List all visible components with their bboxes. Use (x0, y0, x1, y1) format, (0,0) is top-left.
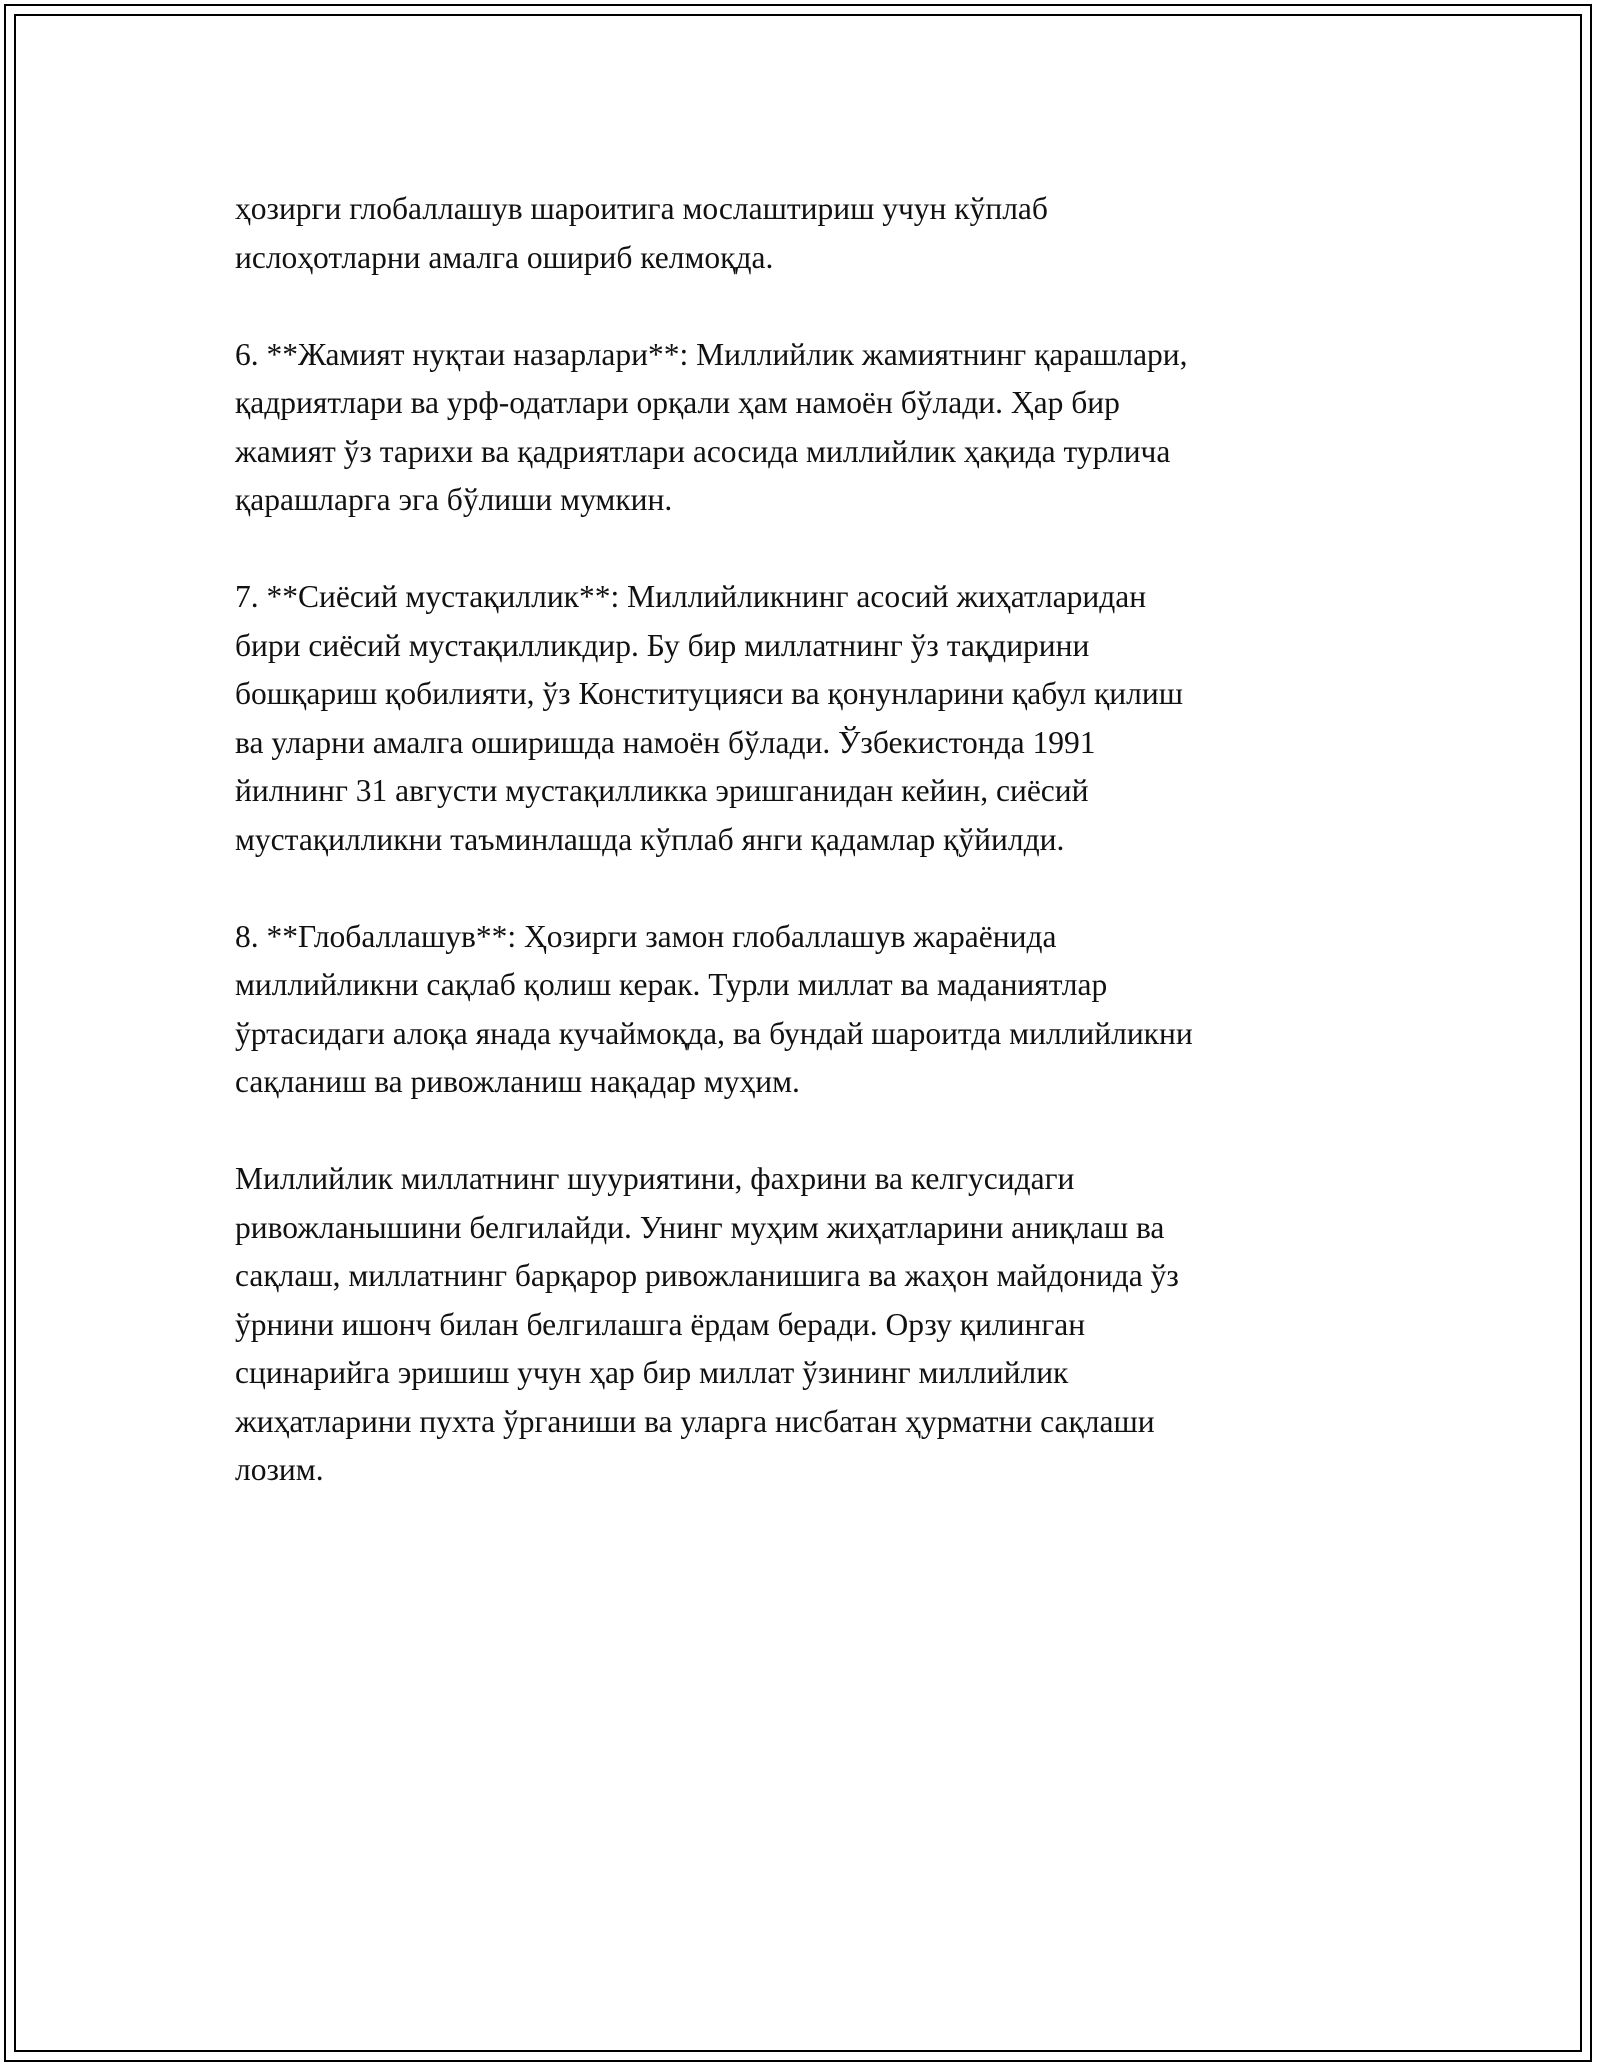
paragraph-item-7: 7. **Сиёсий мустақиллик**: Миллийликнинг асосий жиҳатларидан бири сиёсий мустақилликдир. Бу бир миллатнинг ўз тақдирини бошқариш қобилияти, ўз Конституцияси ва қонунларини қабул қилиш ва уларни амалга оширишда намоён бўлади. Ўзбекистонда 1991 йилнинг 31 августи мустақилликка эришганидан кейин, сиёсий мустақилликни таъминлашда кўплаб янги қадамлар қўйилди. (235, 579, 1183, 857)
paragraph-item-8: 8. **Глобаллашув**: Ҳозирги замон глобаллашув жараёнида миллийликни сақлаб қолиш керак. Турли миллат ва маданиятлар ўртасидаги алоқа янада кучаймоқда, ва бундай шароитда миллийликни сақланиш ва ривожланиш нақадар муҳим. (235, 918, 1193, 1099)
paragraph-item-6: 6. **Жамият нуқтаи назарлари**: Миллийлик жамиятнинг қарашлари, қадриятлари ва урф-одатлари орқали ҳам намоён бўлади. Ҳар бир жамият ўз тарихи ва қадриятлари асосида миллийлик ҳақида турлича қарашларга эга бўлиши мумкин. (235, 336, 1188, 517)
document-body (235, 185, 1360, 1495)
paragraph-continuation: ҳозирги глобаллашув шароитига мослаштириш учун кўплаб ислоҳотларни амалга ошириб келмоқда. (235, 191, 1048, 275)
paragraph-conclusion: Миллийлик миллатнинг шууриятини, фахрини ва келгусидаги ривожланышини белгилайди. Унинг муҳим жиҳатларини аниқлаш ва сақлаш, миллатнинг барқарор ривожланишига ва жаҳон майдонида ўз ўрнини ишонч билан белгилашга ёрдам беради. Орзу қилинган сцинарийга эришиш учун ҳар бир миллат ўзининг миллийлик жиҳатларини пухта ўрганиши ва уларга нисбатан ҳурматни сақлаши лозим. (235, 1161, 1179, 1487)
